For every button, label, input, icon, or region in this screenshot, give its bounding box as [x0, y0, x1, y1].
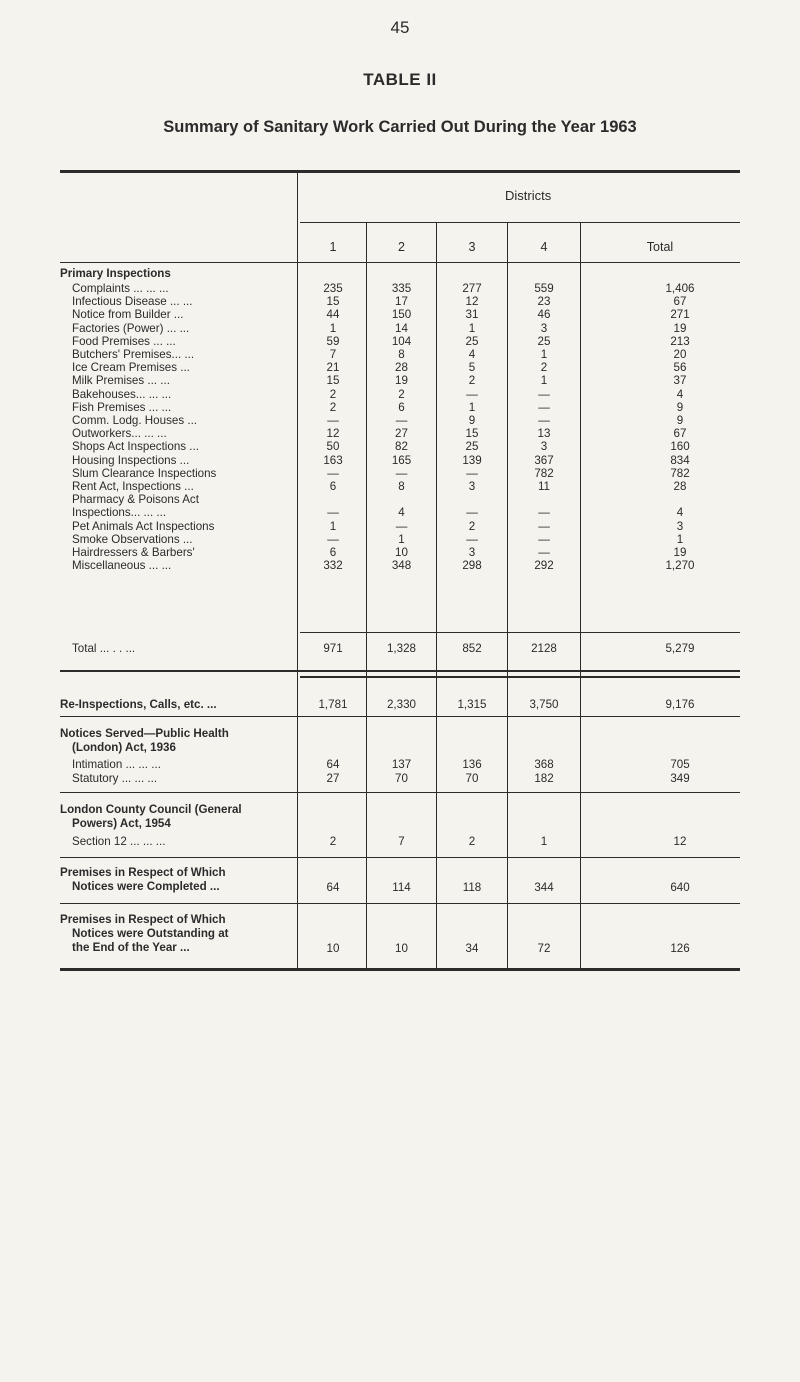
row-label: Food Premises ... ...	[72, 334, 176, 348]
cell-district-2: 137	[391, 758, 412, 771]
row-label: Outworkers... ... ...	[72, 427, 167, 441]
cell-district-3: 852	[462, 642, 482, 655]
cell-total: 20	[673, 348, 687, 361]
cell-district-3: 31	[465, 308, 479, 322]
cell-district-1: 163	[323, 453, 343, 467]
outstanding-heading-line-1: Premises in Respect of Which	[60, 913, 226, 926]
cell-total: 67	[673, 427, 687, 441]
row-label: Fish Premises ... ...	[72, 400, 172, 414]
row-label: Bakehouses... ... ...	[72, 387, 172, 401]
row-label: Milk Premises ... ...	[72, 374, 170, 388]
cell-district-3: 139	[462, 453, 482, 467]
primary-inspections-heading	[60, 266, 740, 281]
notices-rule	[60, 792, 740, 793]
cell-district-1: —	[327, 466, 339, 480]
cell-total: 19	[673, 321, 687, 335]
cell-district-2: 1	[398, 532, 405, 546]
cell-district-2: 17	[395, 295, 408, 309]
cell-total: 1,270	[665, 559, 695, 573]
completed-heading-line-1: Premises in Respect of Which	[60, 866, 226, 879]
cell-district-3: 25	[465, 334, 479, 348]
cell-district-4: 1	[540, 835, 548, 848]
cell-district-4: —	[538, 519, 550, 533]
cell-district-4: 2128	[531, 642, 557, 655]
cell-total: 9,176	[665, 698, 695, 711]
cell-district-4: 23	[537, 295, 551, 309]
row-label: Total ... . . ...	[72, 642, 136, 655]
cell-district-3: 1	[468, 321, 476, 335]
row-label: Miscellaneous ... ...	[72, 559, 172, 573]
cell-district-4: 72	[537, 942, 551, 955]
cell-district-2: —	[395, 414, 408, 427]
cell-total: 834	[670, 453, 690, 467]
row-label: Factories (Power) ... ...	[72, 321, 190, 335]
cell-district-4: 368	[534, 758, 554, 771]
cell-district-2: 114	[392, 881, 411, 894]
cell-district-1: —	[327, 414, 339, 427]
cell-district-4: 292	[534, 559, 554, 573]
row-label: Section 12 ... ... ...	[72, 835, 166, 848]
cell-district-3: 2	[468, 374, 476, 388]
cell-district-4: 25	[537, 334, 551, 348]
cell-district-4: 3,750	[529, 698, 559, 711]
cell-total: 67	[673, 295, 687, 309]
row-label: Shops Act Inspections ...	[72, 440, 199, 454]
row-label: Infectious Disease ... ...	[72, 295, 193, 309]
section-heading: Primary Inspections	[60, 267, 171, 280]
cell-total: 160	[670, 440, 690, 454]
cell-district-3: 70	[465, 772, 479, 785]
cell-total: 12	[673, 835, 687, 848]
notices-heading-line-1: Notices Served—Public Health	[60, 727, 229, 740]
cell-district-2: 150	[391, 308, 412, 322]
cell-total: 640	[670, 881, 690, 894]
notices-intimation-row	[60, 757, 740, 772]
row-label: Hairdressers & Barbers'	[72, 546, 195, 559]
cell-district-3: 118	[462, 881, 482, 894]
reinspection-rule	[60, 716, 740, 717]
cell-district-3: —	[466, 466, 478, 480]
header-underline	[60, 262, 740, 263]
cell-district-2: 348	[391, 559, 412, 573]
cell-district-2: 10	[395, 942, 408, 955]
cell-district-4: 3	[540, 440, 548, 454]
cell-total: 349	[670, 772, 690, 785]
cell-district-1: 6	[329, 546, 337, 559]
cell-total: 37	[673, 374, 687, 388]
cell-district-1: 15	[326, 295, 340, 309]
cell-district-4: —	[538, 414, 550, 427]
cell-district-4: —	[538, 400, 550, 414]
cell-district-1: 44	[326, 308, 340, 322]
cell-district-1: 1,781	[318, 698, 348, 711]
cell-district-2: 19	[395, 374, 408, 388]
cell-district-1: 15	[326, 374, 340, 388]
row-label: Smoke Observations ...	[72, 532, 193, 546]
cell-district-2: 1,328	[386, 642, 416, 655]
cell-district-3: 298	[462, 559, 482, 573]
cell-total: 213	[670, 334, 690, 348]
cell-district-4: 3	[540, 321, 548, 335]
cell-total: 1	[676, 532, 684, 546]
cell-district-3: —	[466, 506, 478, 520]
table-subtitle: Summary of Sanitary Work Carried Out During the Year 1963	[163, 118, 637, 136]
cell-total: 4	[676, 506, 684, 520]
cell-district-2: 10	[395, 546, 408, 559]
row-label: Inspections... ... ...	[72, 506, 167, 520]
cell-district-2: 104	[391, 334, 412, 348]
cell-district-4: 1	[540, 348, 548, 361]
cell-district-2: 8	[398, 348, 405, 361]
cell-district-3: 1,315	[457, 698, 487, 711]
row-label: Pet Animals Act Inspections	[72, 519, 215, 533]
cell-district-3: 3	[468, 546, 476, 559]
cell-district-3: 25	[465, 440, 479, 454]
cell-district-4: 11	[537, 480, 551, 493]
notices-statutory-row	[60, 771, 740, 786]
cell-district-2: 82	[395, 440, 408, 454]
total-row	[60, 641, 740, 656]
column-header-1: 1	[329, 240, 337, 254]
notices-heading-line-2: (London) Act, 1936	[72, 741, 176, 754]
cell-district-4: 182	[534, 772, 554, 785]
bottom-rule	[60, 968, 740, 971]
cell-district-1: 64	[326, 758, 340, 771]
cell-district-1: 1	[329, 321, 337, 335]
cell-district-3: 2	[468, 519, 476, 533]
cell-total: 4	[676, 387, 684, 401]
cell-total: 705	[670, 758, 690, 771]
reinspections-row	[60, 697, 740, 712]
cell-district-2: 28	[395, 361, 408, 375]
completed-row	[60, 880, 740, 895]
cell-total: 3	[676, 519, 684, 533]
cell-district-2: 7	[398, 835, 405, 848]
cell-total: 271	[670, 308, 690, 322]
column-header-4: 4	[540, 240, 548, 254]
cell-district-3: 15	[465, 427, 479, 441]
cell-district-2: 335	[391, 282, 412, 295]
cell-district-2: —	[395, 519, 408, 533]
cell-district-4: 367	[534, 453, 554, 467]
row-label: Housing Inspections ...	[72, 453, 190, 467]
cell-district-3: 3	[468, 480, 476, 493]
cell-district-3: 4	[468, 348, 476, 361]
cell-district-2: 6	[398, 400, 405, 414]
cell-total: 9	[676, 400, 684, 414]
cell-district-2: 2	[398, 387, 405, 401]
cell-total: 782	[670, 466, 690, 480]
cell-district-1: 332	[323, 559, 343, 573]
column-header-3: 3	[468, 240, 476, 254]
page-number: 45	[390, 18, 410, 37]
cell-district-4: 13	[537, 427, 551, 441]
cell-district-4: —	[538, 506, 550, 520]
cell-district-3: —	[466, 532, 478, 546]
cell-district-4: 46	[537, 308, 551, 322]
row-label: Rent Act, Inspections ...	[72, 480, 194, 493]
cell-district-3: 12	[465, 295, 479, 309]
table-row	[60, 558, 740, 573]
top-rule	[60, 170, 740, 173]
completed-rule	[60, 903, 740, 904]
cell-total: 1,406	[665, 282, 695, 295]
cell-district-1: —	[327, 506, 339, 520]
cell-district-4: 344	[534, 881, 554, 894]
lcc-heading	[60, 803, 242, 831]
row-label: Slum Clearance Inspections	[72, 466, 217, 480]
row-label: Re-Inspections, Calls, etc. ...	[60, 698, 217, 711]
cell-district-1: 59	[326, 334, 340, 348]
cell-district-2: 8	[398, 480, 405, 493]
row-label: Butchers' Premises... ...	[72, 348, 195, 361]
column-header-total: Total	[646, 240, 674, 254]
row-label: Notice from Builder ...	[72, 308, 184, 322]
cell-district-1: 1	[329, 519, 337, 533]
cell-district-1: 6	[329, 480, 337, 493]
cell-total: 56	[673, 361, 687, 375]
cell-district-4: 782	[534, 466, 554, 480]
cell-district-4: —	[538, 546, 550, 559]
cell-district-4: 2	[540, 361, 548, 375]
cell-total: 9	[676, 414, 684, 427]
cell-district-3: 9	[468, 414, 476, 427]
lcc-heading-line-2: Powers) Act, 1954	[72, 817, 171, 830]
row-label: Complaints ... ... ...	[72, 282, 169, 295]
cell-district-3: 2	[468, 835, 476, 848]
lcc-section-12-row	[60, 834, 740, 849]
cell-district-2: 14	[395, 321, 408, 335]
cell-district-1: 50	[326, 440, 340, 454]
cell-district-1: 64	[326, 881, 340, 894]
cell-district-1: 2	[329, 835, 337, 848]
row-label: Ice Cream Premises ...	[72, 361, 190, 375]
outstanding-heading-line-3: the End of the Year ...	[72, 941, 190, 954]
cell-district-3: 136	[462, 758, 482, 771]
cell-total: 5,279	[665, 642, 695, 655]
cell-district-4: —	[538, 532, 550, 546]
cell-district-1: 2	[329, 400, 337, 414]
row-label: Pharmacy & Poisons Act	[72, 493, 199, 507]
notices-heading	[60, 727, 229, 755]
cell-district-1: 7	[329, 348, 337, 361]
completed-heading-line-2: Notices were Completed ...	[72, 880, 220, 893]
cell-district-3: 1	[468, 400, 476, 414]
cell-district-1: 971	[323, 642, 343, 655]
row-label: Intimation ... ... ...	[72, 758, 161, 771]
cell-district-2: 27	[395, 427, 408, 441]
cell-district-1: 235	[323, 282, 343, 295]
outstanding-row	[60, 941, 740, 956]
cell-district-4: —	[538, 387, 550, 401]
cell-district-1: 27	[326, 772, 340, 785]
cell-district-1: 2	[329, 387, 337, 401]
lcc-rule	[60, 857, 740, 858]
districts-header: Districts	[505, 188, 552, 203]
cell-district-3: —	[466, 387, 478, 401]
outstanding-heading-line-2: Notices were Outstanding at	[72, 927, 229, 940]
cell-district-1: 12	[326, 427, 340, 441]
cell-district-3: 5	[468, 361, 476, 375]
total-bottom-rule	[60, 670, 740, 672]
cell-district-4: 559	[534, 282, 554, 295]
cell-district-4: 1	[540, 374, 548, 388]
row-label: Comm. Lodg. Houses ...	[72, 414, 198, 427]
cell-total: 19	[673, 546, 687, 559]
table-title: TABLE II	[363, 70, 437, 89]
cell-district-2: 2,330	[386, 698, 416, 711]
cell-district-2: 70	[395, 772, 408, 785]
cell-district-3: 277	[462, 282, 482, 295]
cell-district-2: —	[395, 466, 408, 480]
cell-district-2: 4	[398, 506, 405, 520]
cell-district-1: —	[327, 532, 339, 546]
cell-district-2: 165	[391, 453, 412, 467]
cell-district-3: 34	[465, 942, 479, 955]
cell-total: 28	[673, 480, 687, 493]
cell-total: 126	[670, 942, 690, 955]
column-header-2: 2	[398, 240, 405, 254]
cell-district-1: 21	[326, 361, 340, 375]
lcc-heading-line-1: London County Council (General	[60, 803, 242, 816]
row-label: Statutory ... ... ...	[72, 772, 158, 785]
cell-district-1: 10	[326, 942, 340, 955]
